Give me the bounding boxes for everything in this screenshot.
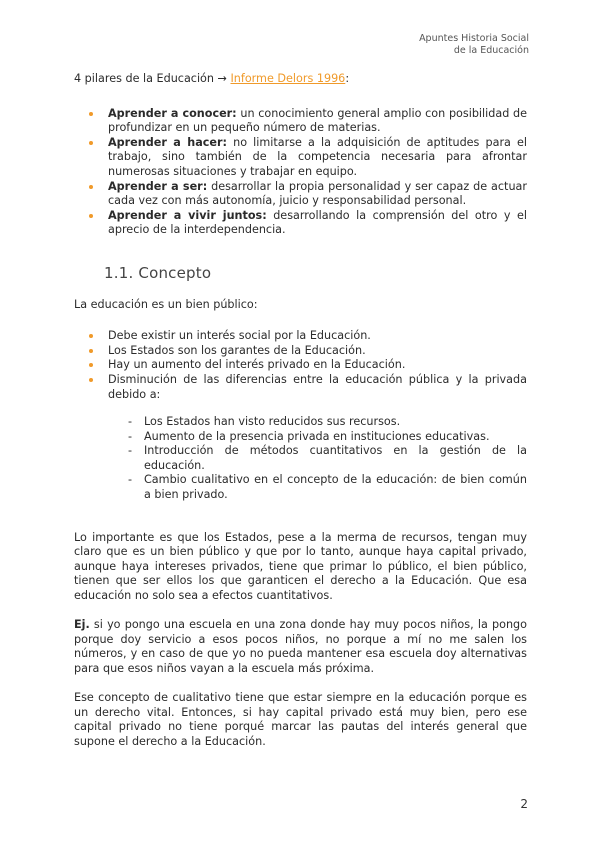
list-item: Debe existir un interés social por la Educación. (108, 329, 527, 344)
paragraph-importance: Lo importante es que los Estados, pese a la merma de recursos, tengan muy claro que es un bien público y que por lo tanto, aunque haya capital privado, aunque haya intereses privados, tiene que primar lo público, el bien público, tienen que ser ellos los que garanticen el derecho a la Educación. Que esa educación no solo sea a efectos cuantitativos. (74, 530, 527, 603)
delors-report-link[interactable]: Informe Delors 1996 (230, 72, 346, 85)
page-number: 2 (520, 797, 528, 811)
list-item: - Cambio cualitativo en el concepto de la educación: de bien común a bien privado. (144, 473, 527, 502)
list-item: - Introducción de métodos cuantitativos en la gestión de la educación. (144, 444, 527, 473)
list-item: - Aumento de la presencia privada en instituciones educativas. (144, 430, 527, 445)
header-line-1: Apuntes Historia Social (419, 33, 529, 44)
pillar-text: desarrollando la comprensión del otro y el aprecio de la interdependencia. (108, 208, 527, 237)
section-title: 1.1. Concepto (104, 263, 212, 282)
example-text: si yo pongo una escuela en una zona donde hay muy pocos niños, la pongo porque doy servicio a esos pocos niños, no porque a mí no me salen los números, y en caso de que yo no pueda mantener esa escuela doy alternativas para que esos niños vayan a la escuela más próxima. (74, 618, 527, 675)
pillar-term: Aprender a conocer: (108, 106, 237, 120)
pillars-list (74, 107, 527, 238)
paragraph-example (74, 618, 527, 676)
public-good-intro: La educación es un bien público: (74, 297, 258, 311)
pillar-text: un conocimiento general amplio con posibilidad de profundizar en un pequeño número de materias. (108, 106, 527, 135)
list-item: Hay un aumento del interés privado en la Educación. (108, 358, 527, 373)
pillars-intro-text: 4 pilares de la Educación → (74, 72, 231, 85)
list-item (108, 136, 527, 180)
header-line-2: de la Educación (453, 45, 529, 56)
list-item (108, 209, 527, 238)
pillar-text: no limitarse a la adquisición de aptitudes para el trabajo, sino también de la competencia necesaria para afrontar numerosas situaciones y trabajar en equipo. (108, 135, 527, 178)
list-item: Los Estados son los garantes de la Educación. (108, 344, 527, 359)
pillars-intro-suffix: : (345, 72, 350, 85)
public-good-list (74, 329, 527, 402)
pillar-term: Aprender a vivir juntos: (108, 208, 267, 222)
list-item (108, 107, 527, 136)
page-content (74, 72, 527, 764)
reasons-sublist (74, 415, 527, 503)
list-item: Disminución de las diferencias entre la educación pública y la privada debido a: (108, 372, 527, 401)
pillars-intro (74, 72, 527, 87)
page-header (419, 33, 529, 57)
list-item: - Los Estados han visto reducidos sus recursos. (144, 415, 527, 430)
pillar-term: Aprender a ser: (108, 179, 208, 193)
pillar-text: desarrollar la propia personalidad y ser capaz de actuar cada vez con más autonomía, juicio y responsabilidad personal. (108, 179, 527, 208)
pillar-term: Aprender a hacer: (108, 135, 228, 149)
paragraph-qualitative: Ese concepto de cualitativo tiene que estar siempre en la educación porque es un derecho vital. Entonces, si hay capital privado está muy bien, pero ese capital privado no tiene porqué marcar las pautas del interés general que supone el derecho a la Educación. (74, 691, 527, 748)
example-label: Ej. (74, 618, 90, 632)
list-item (108, 180, 527, 209)
